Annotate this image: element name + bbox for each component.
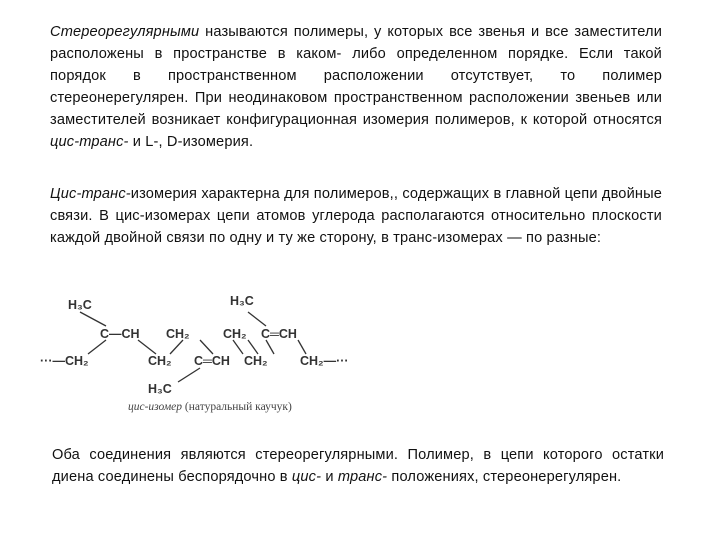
caption-natural-rubber: (натуральный каучук) [182, 401, 292, 413]
h3c-top-right: H₃C [230, 294, 254, 308]
caption-cis-isomer: цис-изомер [128, 401, 183, 413]
bond-c-h3c-bottom [178, 368, 200, 382]
bond-ch-ch2-upper2 [233, 340, 243, 354]
term-trans: транс- [337, 469, 388, 485]
paragraph-cis-trans-isomerism [50, 183, 662, 249]
ch2-lower-1: CH₂ [148, 354, 172, 368]
formula-caption [128, 401, 292, 413]
chain-end: CH₂—··· [300, 354, 349, 368]
chain-start: ···—CH₂ [40, 354, 89, 368]
cis-isomer-structural-formula [38, 290, 398, 420]
bond-ch2-ch2-upper1 [170, 340, 183, 354]
paragraph-conclusion [52, 444, 664, 488]
bond-h3c-c-right [248, 312, 266, 326]
bond-ch-ch2-end [298, 340, 306, 354]
c-ch-middle: C═CH [194, 354, 230, 368]
paragraph1-text-b: и L-, D-изомерия. [128, 134, 254, 150]
paragraph-stereoregular-definition [50, 21, 662, 153]
bond-ch2-c-right [266, 340, 274, 354]
paragraph3-text-mid: и [321, 469, 338, 485]
ch2-lower-2: CH₂ [244, 354, 268, 368]
term-stereoregular: Стереорегулярными [50, 24, 200, 40]
bond-ch2-ch2-lower2 [248, 340, 258, 354]
paragraph3-text-a: Оба соединения являются стереорегулярными. Полимер, в цепи которого остатки диена соединены беспорядочно в [52, 447, 664, 485]
paragraph2-text: изомерия характерна для полимеров,, содержащих в главной цепи двойные связи. В цис-изомерах цепи атомов углерода располагаются относительно плоскости каждой двойной связи по одну и ту же сторону, в транс-изомерах — по разные: [50, 186, 662, 246]
h3c-bottom: H₃C [148, 382, 172, 396]
paragraph1-text-a: называются полимеры, у которых все звенья и все заместители расположены в пространстве в каком- либо определенном порядке. Если такой порядок в пространственном расположении отсутствует, то полимер стереонерегулярен. При неодинаковом пространственном расположении звеньев или заместителей возникает конфигурационная изомерия полимеров, к которой относятся [50, 24, 662, 128]
bond-ch-ch2-lower1 [138, 340, 156, 354]
term-cis: цис- [291, 469, 322, 485]
c-ch-right: C═CH [261, 327, 297, 341]
c-ch-left: C—CH [100, 327, 140, 341]
bond-ch2-c-middle [200, 340, 213, 354]
paragraph3-text-b: положениях, стереонерегулярен. [387, 469, 622, 485]
term-cis-trans: цис-транс- [50, 134, 129, 150]
bond-h3c-c-left [80, 312, 106, 326]
term-cis-trans-heading: Цис-транс- [50, 186, 131, 202]
ch2-upper-2: CH₂ [223, 327, 247, 341]
ch2-upper-1: CH₂ [166, 327, 190, 341]
h3c-top-left: H₃C [68, 298, 92, 312]
bond-c-ch2-start [88, 340, 106, 354]
